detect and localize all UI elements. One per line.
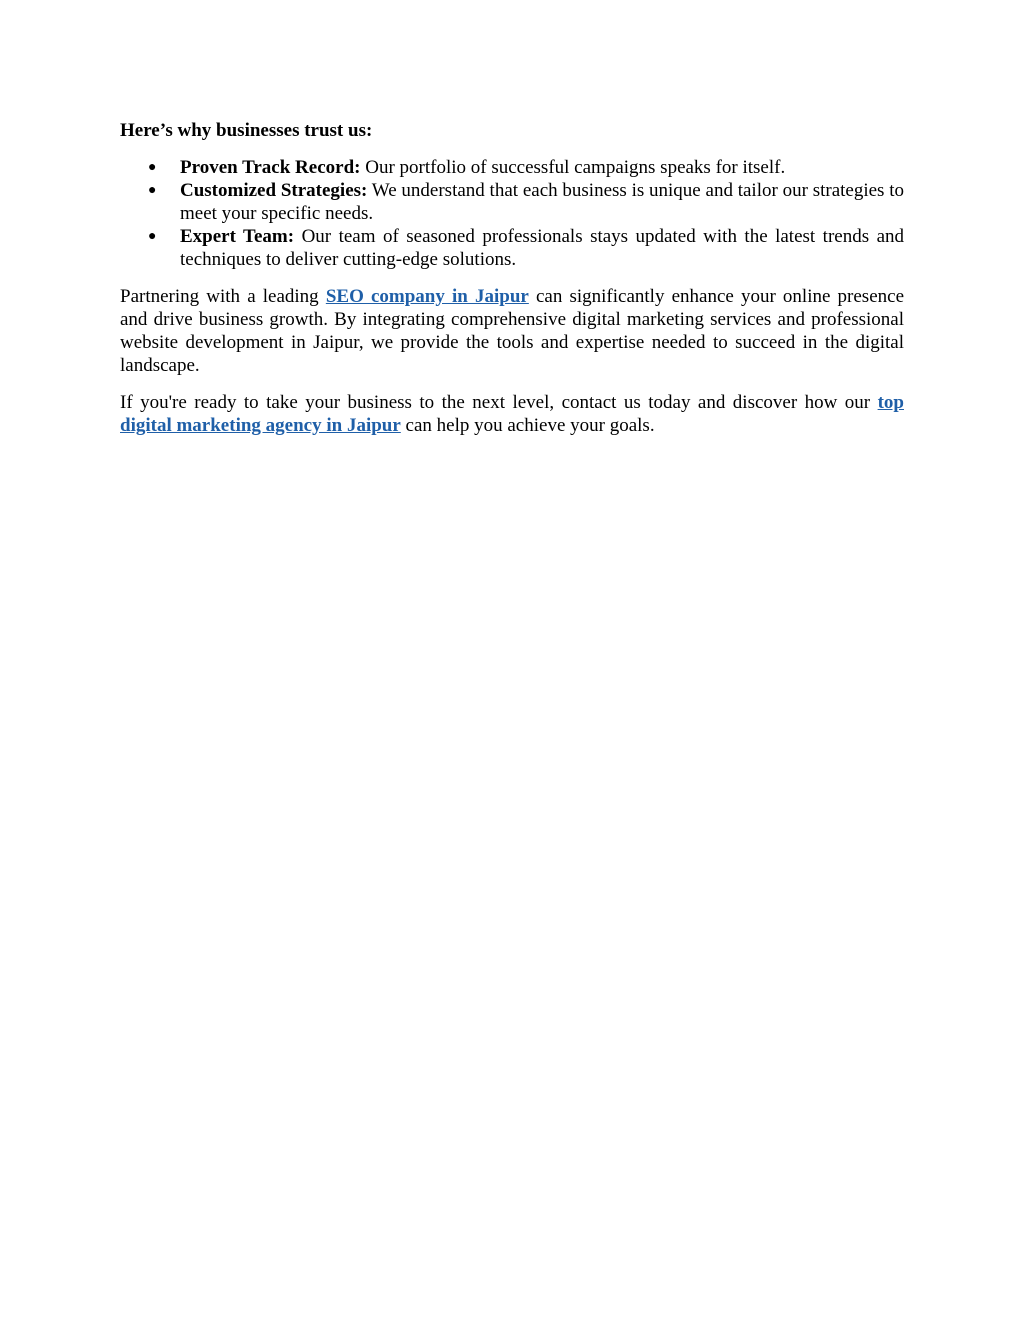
paragraph-text: If you're ready to take your business to the next level, contact us today and discover how our: [120, 392, 878, 413]
list-item: [120, 156, 904, 179]
partnering-paragraph: [120, 285, 904, 377]
bullet-title: Expert Team:: [180, 226, 295, 247]
document-page: [120, 119, 904, 451]
paragraph-text: can significantly enhance your online presence and drive business growth. By integrating comprehensive digital marketing services and professional website development in Jaipur, we provide the tools and expertise needed to succeed in the digital landscape.: [120, 286, 905, 376]
bullet-title: Proven Track Record:: [180, 157, 361, 178]
section-heading: Here’s why businesses trust us:: [120, 120, 373, 141]
paragraph-text: can help you achieve your goals.: [400, 415, 655, 436]
paragraph-text: Partnering with a leading: [120, 286, 326, 307]
bullet-text: Our team of seasoned professionals stays updated with the latest trends and techniques to deliver cutting-edge solutions.: [180, 226, 905, 270]
bullet-text: We understand that each business is unique and tailor our strategies to meet your specific needs.: [180, 180, 904, 224]
bullet-icon: ●: [148, 160, 157, 175]
bullet-text: Our portfolio of successful campaigns speaks for itself.: [360, 157, 786, 178]
seo-company-link[interactable]: SEO company in Jaipur: [325, 286, 529, 307]
bullet-title: Customized Strategies:: [180, 180, 368, 201]
list-item: [120, 225, 904, 271]
bullet-icon: ●: [148, 183, 157, 198]
list-item: [120, 179, 904, 225]
trust-reasons-list: [120, 156, 904, 271]
digital-marketing-agency-link[interactable]: top digital marketing agency in Jaipur: [120, 392, 904, 436]
bullet-icon: ●: [148, 229, 157, 244]
contact-paragraph: [120, 391, 904, 437]
